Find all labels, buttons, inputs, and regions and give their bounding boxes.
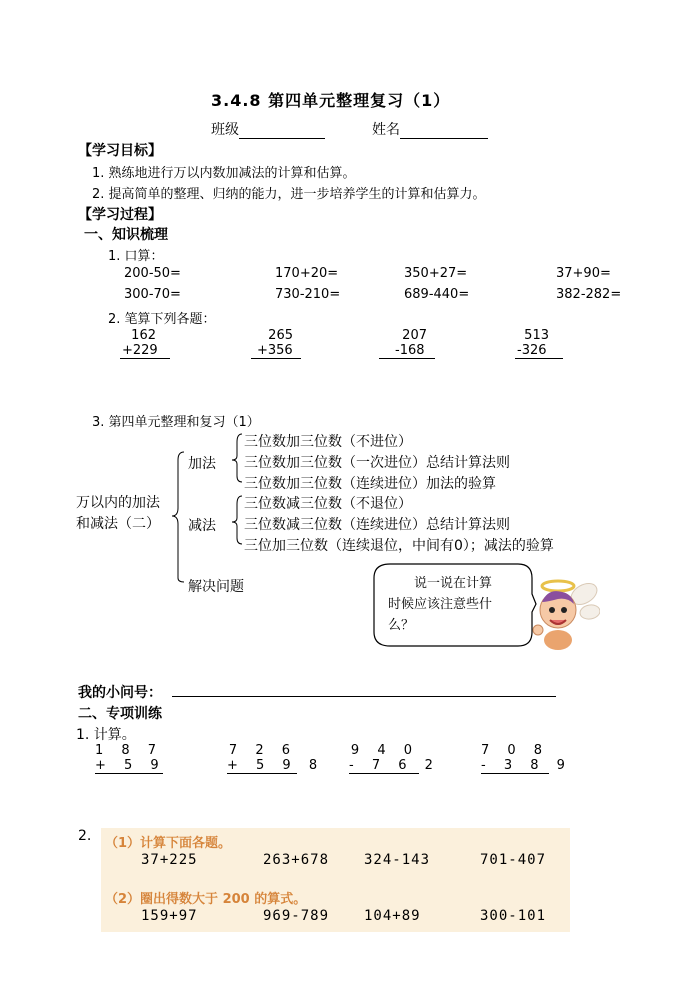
calc-problem [349,743,440,774]
sub-brace [232,496,242,544]
written-top: 162 [131,328,156,343]
goal-item-2: 2. 提高简单的整理、归纳的能力，进一步培养学生的计算和估算力。 [92,187,486,202]
box-item: 263+678 [263,852,330,868]
box-item: 104+89 [364,908,421,924]
calc-bottom: - 7 6 2 [349,758,440,773]
oral-item: 300-70= [124,287,181,302]
box-item: 159+97 [141,908,198,924]
written-problem [379,328,435,359]
bubble-text-3: 么？ [388,618,415,633]
written-bottom: -168 [379,343,435,359]
name-blank[interactable] [400,124,488,139]
calc-problem [95,743,166,774]
tree-add-item: 三位数加三位数（连续进位）加法的验算 [244,476,496,492]
goal-item-1: 1. 熟练地进行万以内数加减法的计算和估算。 [92,166,356,181]
tree-root-line1: 万以内的加法 [76,495,160,511]
bubble-text-2: 时候应该注意些什 [388,597,493,612]
process-header: 【学习过程】 [78,207,162,223]
calc-problem [481,743,572,774]
calc-bottom: + 5 9 [95,758,166,773]
box-item: 969-789 [263,908,330,924]
box-item: 324-143 [364,852,431,868]
oral-item: 37+90= [556,266,611,281]
box-header-2: （2）圈出得数大于 200 的算式。 [105,892,307,907]
main-brace [172,452,184,578]
tree-add-item: 三位数加三位数（不进位） [244,434,412,450]
written-bottom: +229 [120,343,170,359]
goals-header: 【学习目标】 [78,143,162,159]
question-blank[interactable] [172,696,556,697]
tree-root-line2: 和减法（二） [76,516,160,532]
calc-top: 1 8 7 [95,743,164,758]
calc-bottom: - 3 8 9 [481,758,572,773]
tree-add-label: 加法 [188,456,216,472]
written-bottom: +356 [251,343,301,359]
bubble-text-1: 说一说在计算 [414,576,493,591]
box-item: 37+225 [141,852,198,868]
section2-title: 二、专项训练 [78,706,162,722]
written-top: 513 [524,328,549,343]
section1-title: 一、知识梳理 [84,227,168,243]
tree-sub-item: 三位数减三位数（连续进位）总结计算法则 [244,517,510,533]
oral-label: 1. 口算： [108,249,164,264]
calc-top: 7 0 8 [481,743,550,758]
box-item: 701-407 [480,852,547,868]
question-label: 我的小问号： [78,685,162,701]
oral-item: 730-210= [275,287,341,302]
class-field [211,119,325,139]
tree-solve-label: 解决问题 [188,579,244,595]
page-title: 3.4.8 第四单元整理复习（1） [211,91,451,110]
q2-label: 2. [78,828,92,844]
add-brace [232,434,242,482]
written-problem [515,328,563,359]
written-bottom: -326 [515,343,563,359]
calc-bottom: + 5 9 8 [227,758,325,773]
solve-branch [178,578,184,582]
oral-item: 689-440= [404,287,470,302]
name-field [372,119,488,139]
oral-item: 350+27= [404,266,468,281]
calc-top: 9 4 0 [350,743,419,758]
calc-problem [227,743,325,774]
oral-item: 382-282= [556,287,622,302]
tree-add-item: 三位数加三位数（一次进位）总结计算法则 [244,455,510,471]
tree-sub-item: 三位数减三位数（不退位） [244,496,412,512]
written-top: 207 [402,328,427,343]
written-top: 265 [268,328,293,343]
class-blank[interactable] [239,124,325,139]
name-label: 姓名 [372,122,400,138]
tree-sub-label: 减法 [188,518,216,534]
calc-top: 7 2 6 [228,743,297,758]
tree-sub-item: 三位加三位数（连续退位，中间有0）；减法的验算 [244,538,554,554]
class-label: 班级 [211,122,239,138]
oral-item: 200-50= [124,266,181,281]
oral-item: 170+20= [275,266,339,281]
angel-cartoon-icon [528,572,600,656]
calc-label: 1. 计算。 [76,727,136,743]
exercise-box [101,828,570,932]
written-label: 2. 笔算下列各题： [108,312,216,327]
written-problem [120,328,170,359]
written-problem [251,328,301,359]
box-item: 300-101 [480,908,547,924]
box-header-1: （1）计算下面各题。 [105,836,232,851]
tree-heading: 3. 第四单元整理和复习（1） [92,415,260,430]
